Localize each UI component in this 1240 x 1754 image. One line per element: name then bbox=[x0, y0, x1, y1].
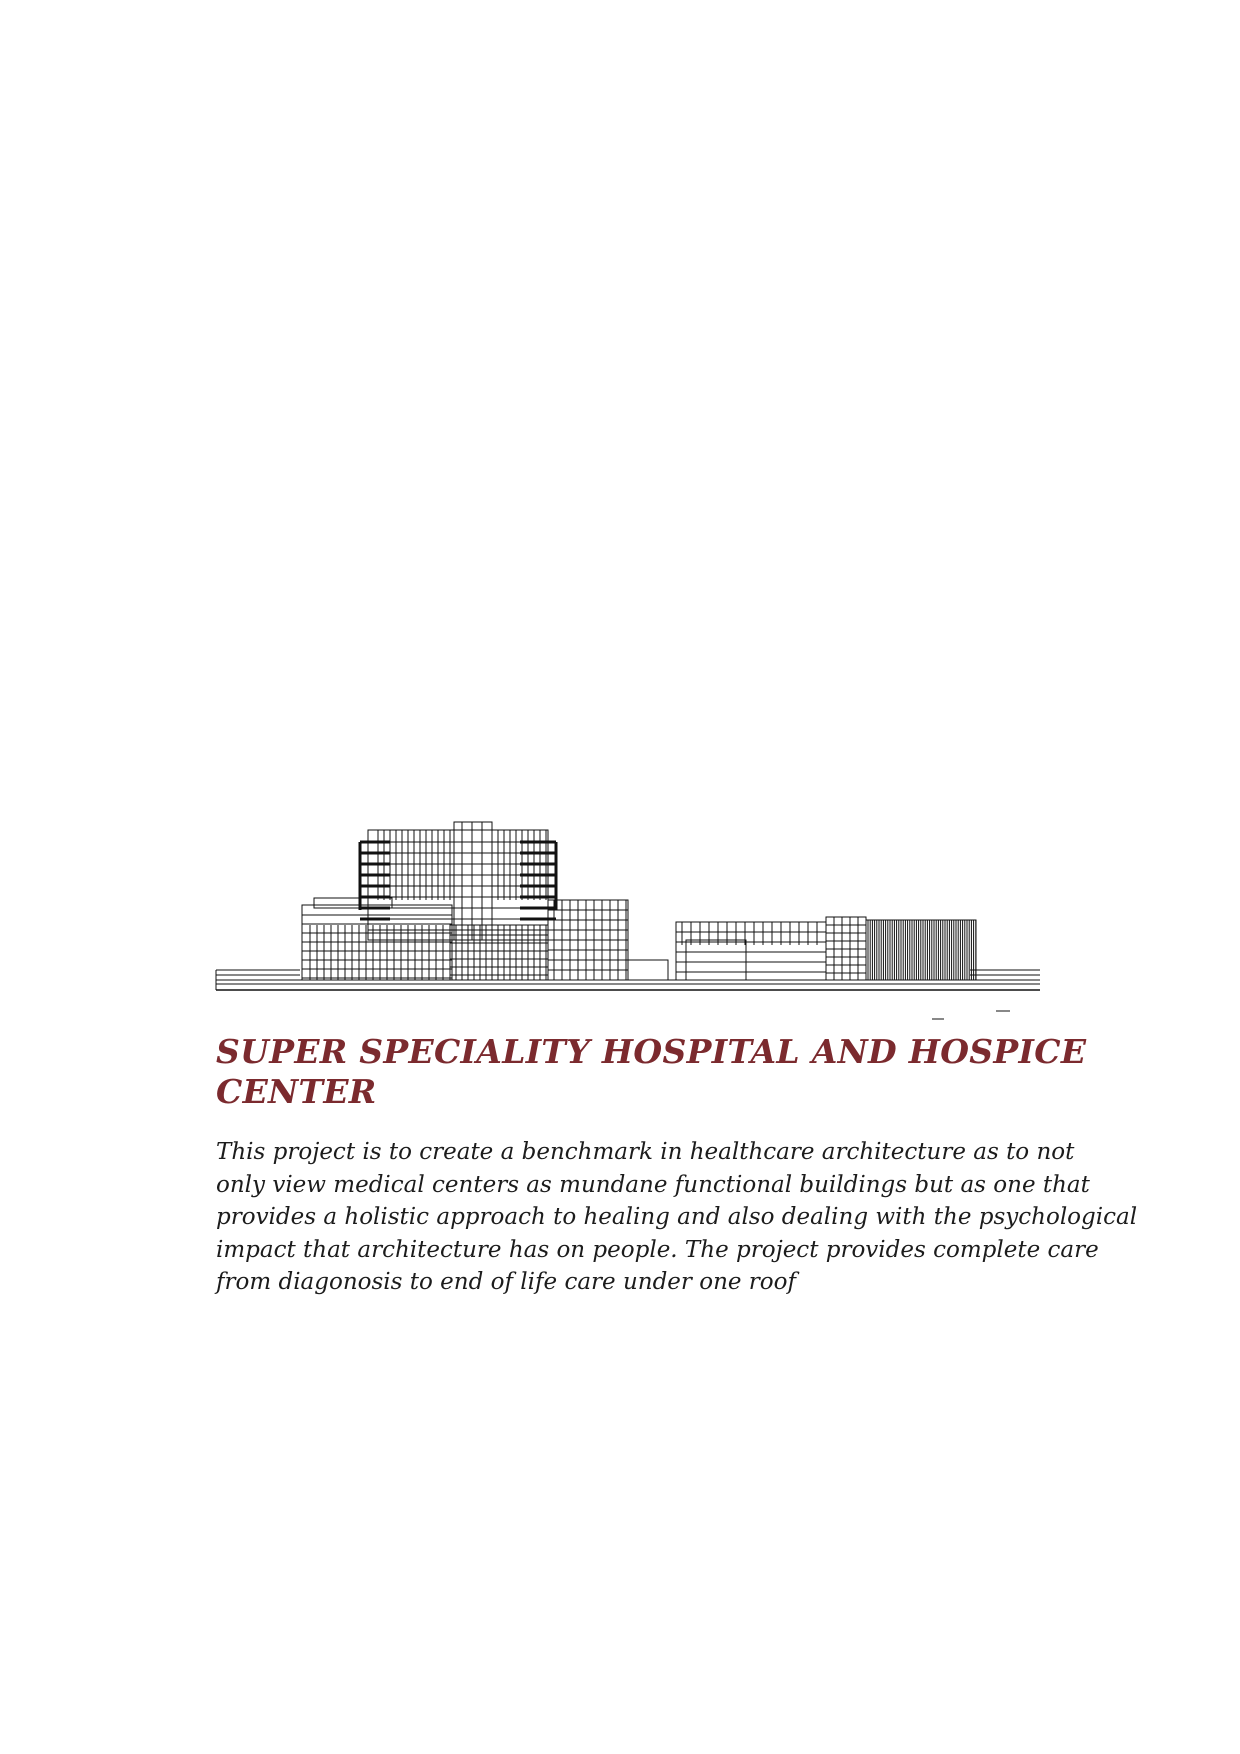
description-line: only view medical centers as mundane functional buildings but as one that bbox=[216, 1171, 1090, 1198]
title-line: SUPER SPECIALITY HOSPITAL AND HOSPICE bbox=[216, 1032, 1087, 1071]
podium-left-lines bbox=[302, 915, 452, 980]
middle-building-wing bbox=[686, 940, 746, 980]
middle-building bbox=[676, 922, 826, 980]
description-line: from diagonosis to end of life care under one roof bbox=[216, 1269, 797, 1295]
podium-right-lines bbox=[548, 900, 628, 980]
podium-middle-lines bbox=[450, 925, 548, 980]
description-line: This project is to create a benchmark in healthcare architecture as to not bbox=[216, 1139, 1075, 1165]
description-line: provides a holistic approach to healing and also dealing with the psychological bbox=[216, 1204, 1138, 1230]
title-line: CENTER bbox=[216, 1072, 377, 1111]
middle-building-lines bbox=[676, 922, 826, 972]
podium-middle bbox=[450, 925, 548, 980]
connector-wall bbox=[628, 960, 668, 980]
tower-mullions bbox=[378, 822, 546, 940]
stair-tower-lines bbox=[826, 917, 866, 980]
project-description bbox=[216, 1136, 1138, 1299]
project-title bbox=[216, 1032, 1096, 1112]
description-line: impact that architecture has on people. The project provides complete care bbox=[216, 1236, 1099, 1263]
hospice-screen-fins bbox=[868, 920, 976, 980]
hospital-elevation-drawing bbox=[210, 820, 1050, 1020]
tower-core bbox=[454, 822, 492, 940]
tower-balconies bbox=[360, 842, 556, 919]
